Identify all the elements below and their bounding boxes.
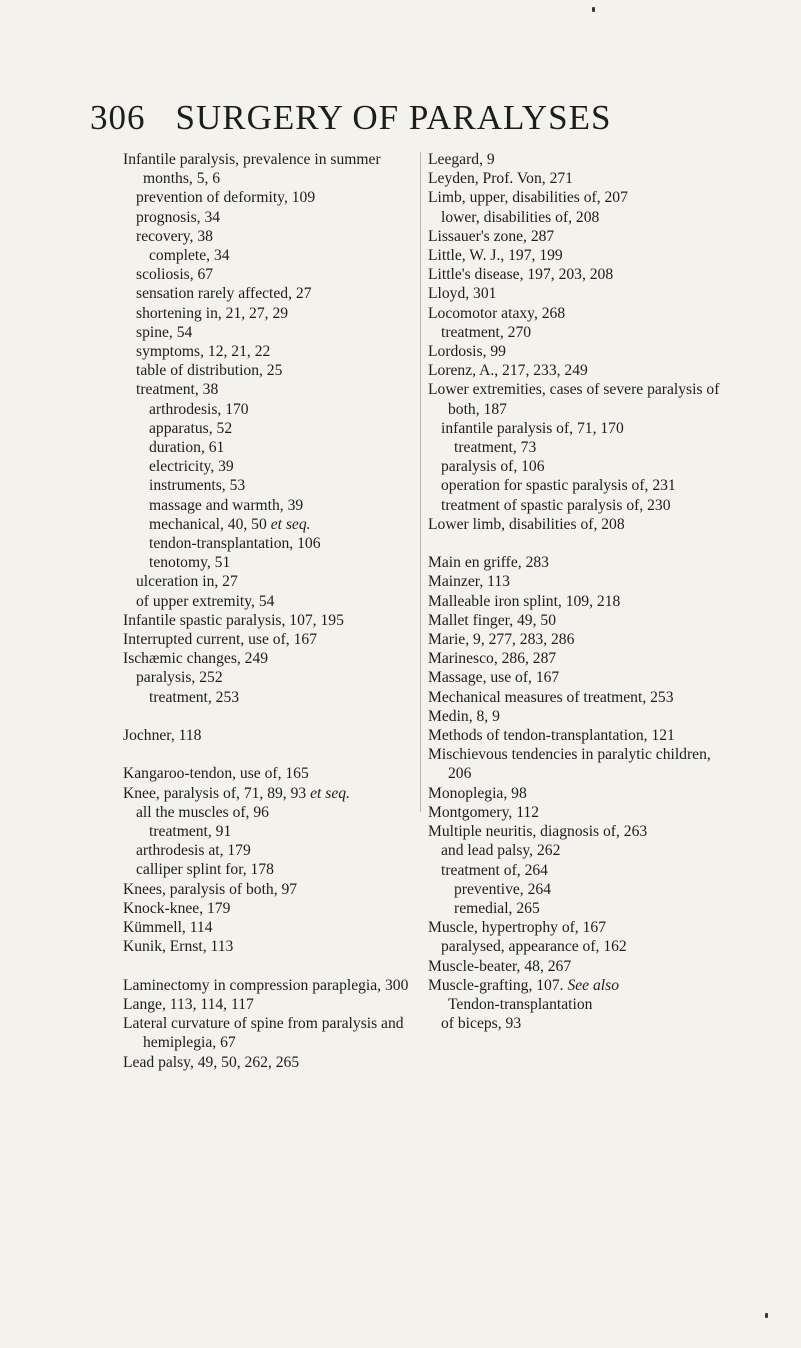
entry-text: Jochner, 118 [123,727,202,745]
entry-text: instruments, 53 [149,477,246,495]
section-gap [123,745,415,764]
page-number: 306 [90,98,146,137]
index-subentry [441,841,734,860]
entry-text: Malleable iron splint, 109, 218 [428,592,621,610]
page-header [90,98,730,138]
index-entry [123,937,415,956]
entry-text: Kümmell, 114 [123,919,213,937]
entry-text: Laminectomy in compression paraplegia, 300 [123,976,409,994]
entry-text: tenotomy, 51 [149,554,231,572]
index-subentry [441,937,734,956]
entry-text: Ischæmic changes, 249 [123,650,269,668]
entry-text: infantile paralysis of, 71, 170 [441,419,624,437]
entry-text: Montgomery, 112 [428,803,540,821]
index-entry [428,784,734,803]
entry-text: Main en griffe, 283 [428,554,549,572]
entry-text: scoliosis, 67 [136,266,214,284]
index-subentry [149,553,415,572]
entry-text: Lorenz, A., 217, 233, 249 [428,362,588,380]
entry-text: Knock-knee, 179 [123,899,231,917]
entry-text: treatment, 38 [136,381,219,399]
entry-text: arthrodesis, 170 [149,400,249,418]
index-entry [123,1014,415,1052]
entry-text: Lateral curvature of spine from paralysis and hemiplegia, 67 [123,1015,404,1052]
index-subentry [149,419,415,438]
index-subentry [441,208,734,227]
entry-text: treatment of spastic paralysis of, 230 [441,496,671,514]
index-subentry [441,323,734,342]
index-subentry [136,841,415,860]
index-entry [428,572,734,591]
index-subentry [441,457,734,476]
index-entry [428,592,734,611]
entry-text: paralysis, 252 [136,669,223,687]
index-entry [428,515,734,534]
index-subentry [454,438,734,457]
entry-text: Lloyd, 301 [428,285,497,303]
entry-text: symptoms, 12, 21, 22 [136,343,271,361]
entry-text: Massage, use of, 167 [428,669,560,687]
index-entry [428,284,734,303]
entry-text: recovery, 38 [136,227,213,245]
entry-text: treatment of, 264 [441,861,548,879]
index-entry [123,150,415,188]
entry-text: Lower limb, disabilities of, 208 [428,515,625,533]
entry-italic: et seq. [270,515,311,533]
index-subentry [136,265,415,284]
entry-text: Marinesco, 286, 287 [428,650,557,668]
index-entry [428,265,734,284]
entry-text: Leegard, 9 [428,151,495,168]
entry-text: Lange, 113, 114, 117 [123,995,254,1013]
index-subentry [149,534,415,553]
entry-text: operation for spastic paralysis of, 231 [441,477,676,495]
entry-italic: et seq. [310,784,350,802]
entry-text: Locomotor ataxy, 268 [428,304,566,322]
entry-text: Knee, paralysis of, 71, 89, 93 [123,784,307,802]
entry-text: ulceration in, 27 [136,573,238,591]
index-entry [428,227,734,246]
entry-text: Multiple neuritis, diagnosis of, 263 [428,823,648,841]
index-entry [123,611,415,630]
speck-mark [592,7,595,12]
entry-text: Mainzer, 113 [428,573,510,591]
section-gap [428,534,734,553]
index-subentry [149,515,415,534]
index-subentry [136,304,415,323]
index-subentry [149,476,415,495]
index-subentry [136,188,415,207]
entry-text: Infantile spastic paralysis, 107, 195 [123,611,344,629]
entry-text: treatment, 253 [149,688,240,706]
index-entry [428,304,734,323]
index-subentry [136,323,415,342]
index-entry [428,726,734,745]
entry-text: sensation rarely affected, 27 [136,285,312,303]
entry-text: Little's disease, 197, 203, 208 [428,266,614,284]
index-subentry [149,438,415,457]
index-entry [123,726,415,745]
entry-text: arthrodesis at, 179 [136,842,251,860]
entry-text: Little, W. J., 197, 199 [428,247,563,265]
entry-text: Muscle-grafting, 107. [428,976,564,994]
index-entry [428,246,734,265]
index-subentry [149,496,415,515]
entry-text: Leyden, Prof. Von, 271 [428,170,573,188]
index-subentry [441,476,734,495]
entry-text: prevention of deformity, 109 [136,189,316,207]
entry-text: massage and warmth, 39 [149,496,304,514]
entry-text: Kangaroo-tendon, use of, 165 [123,765,309,783]
entry-text: duration, 61 [149,439,225,457]
index-subentry [454,899,734,918]
column-divider [420,152,421,812]
index-subentry [136,227,415,246]
index-entry [428,976,734,1014]
entry-text: Mallet finger, 49, 50 [428,611,556,629]
entry-text: Lower extremities, cases of severe paralysis of both, 187 [428,381,720,418]
index-subentry [149,457,415,476]
entry-text: Mischievous tendencies in paralytic children, 206 [428,746,711,783]
index-entry [428,150,734,169]
entry-text: Lordosis, 99 [428,343,506,361]
entry-text: Lead palsy, 49, 50, 262, 265 [123,1053,300,1071]
index-subentry [136,572,415,591]
entry-text: Monoplegia, 98 [428,784,527,802]
index-entry [428,918,734,937]
index-subentry [441,419,734,438]
index-subentry [441,861,734,880]
entry-text: Marie, 9, 277, 283, 286 [428,631,575,649]
index-subentry [454,880,734,899]
entry-text: table of distribution, 25 [136,362,283,380]
entry-text: of upper extremity, 54 [136,592,275,610]
index-entry [123,649,415,668]
entry-text: Medin, 8, 9 [428,707,500,725]
index-entry [428,668,734,687]
index-entry [428,803,734,822]
entry-text: lower, disabilities of, 208 [441,208,600,226]
index-entry [428,553,734,572]
entry-text: apparatus, 52 [149,419,233,437]
entry-text: paralysis of, 106 [441,458,545,476]
entry-text: all the muscles of, 96 [136,803,269,821]
index-entry [123,995,415,1014]
index-subentry [136,668,415,687]
index-subentry [149,246,415,265]
index-entry [428,380,734,418]
index-entry [123,1053,415,1072]
index-subentry [136,342,415,361]
entry-text: Lissauer's zone, 287 [428,227,555,245]
entry-text: Kunik, Ernst, 113 [123,938,234,956]
index-subentry [136,284,415,303]
index-subentry [441,496,734,515]
index-column-left [123,150,415,1072]
running-title: SURGERY OF PARALYSES [175,98,612,137]
entry-text: calliper splint for, 178 [136,861,274,879]
index-subentry [136,592,415,611]
entry-text: Methods of tendon-transplantation, 121 [428,727,675,745]
entry-text: Muscle, hypertrophy of, 167 [428,919,606,937]
index-entry [428,342,734,361]
index-entry [428,169,734,188]
entry-text: and lead palsy, 262 [441,842,561,860]
entry-text: Knees, paralysis of both, 97 [123,880,298,898]
entry-text: shortening in, 21, 27, 29 [136,304,289,322]
index-entry [428,630,734,649]
index-subentry [136,361,415,380]
index-entry [123,899,415,918]
index-entry [428,957,734,976]
index-entry [123,764,415,783]
index-entry [428,707,734,726]
index-column-right [428,150,734,1033]
index-subentry [149,400,415,419]
index-entry [428,745,734,783]
index-entry [123,880,415,899]
entry-text: Mechanical measures of treatment, 253 [428,688,674,706]
section-gap [123,957,415,976]
entry-text: treatment, 73 [454,439,537,457]
entry-italic: See also [567,976,619,994]
index-entry [123,918,415,937]
entry-text: tendon-transplantation, 106 [149,535,321,553]
entry-text: mechanical, 40, 50 [149,515,267,533]
index-entry [428,822,734,841]
entry-text: remedial, 265 [454,899,540,917]
section-gap [123,707,415,726]
entry-text: Infantile paralysis, prevalence in summer months, 5, 6 [123,151,381,188]
index-entry [428,688,734,707]
entry-text: electricity, 39 [149,458,234,476]
index-subentry [149,822,415,841]
entry-text: preventive, 264 [454,880,551,898]
index-subentry [136,380,415,399]
index-subentry [136,803,415,822]
index-subentry [136,860,415,879]
entry-text: paralysed, appearance of, 162 [441,938,627,956]
index-entry [123,630,415,649]
entry-text: treatment, 91 [149,823,232,841]
entry-text: spine, 54 [136,323,193,341]
index-entry [123,784,415,803]
index-entry [428,361,734,380]
index-subentry [441,1014,734,1033]
entry-text: Limb, upper, disabilities of, 207 [428,189,628,207]
entry-text: prognosis, 34 [136,208,221,226]
entry-text: Interrupted current, use of, 167 [123,631,317,649]
index-entry [428,649,734,668]
index-entry [428,611,734,630]
index-entry [123,976,415,995]
entry-text: complete, 34 [149,247,230,265]
index-subentry [149,688,415,707]
index-subentry [136,208,415,227]
entry-text: treatment, 270 [441,323,532,341]
speck-mark [765,1313,768,1318]
entry-text: of biceps, 93 [441,1015,522,1033]
entry-text: Muscle-beater, 48, 267 [428,957,572,975]
index-entry [428,188,734,207]
entry-continuation: Tendon-transplantation [448,995,593,1013]
